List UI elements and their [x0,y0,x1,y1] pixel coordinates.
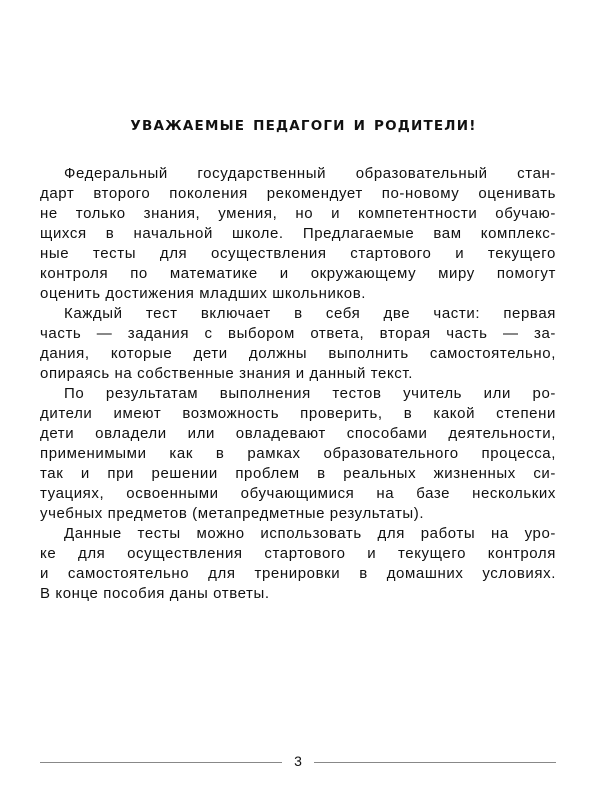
paragraph-1-line: оценить достижения младших школьников. [40,285,367,302]
paragraph-2-line: часть — задания с выбором ответа, вторая часть — за- [40,325,556,342]
paragraph-2-line: опираясь на собственные знания и данный текст. [40,365,413,382]
paragraph-4-line: ке для осуществления стартового и текущего контроля [40,545,556,562]
paragraph-3-line: дети овладели или овладевают способами деятельности, [40,425,556,442]
paragraph-1-line: контроля по математике и окружающему миру помогут [40,265,556,282]
page-number: 3 [294,753,302,769]
paragraph-2-line: дания, которые дети должны выполнить самостоятельно, [40,345,556,362]
paragraph-1-line: не только знания, умения, но и компетентности обучаю- [40,205,556,222]
paragraph-4-line: В конце пособия даны ответы. [40,585,270,602]
paragraph-3-line: так и при решении проблем в реальных жизненных си- [40,465,556,482]
paragraph-1-line: щихся в начальной школе. Предлагаемые вам комплекс- [40,225,556,242]
page-heading: УВАЖАЕМЫЕ ПЕДАГОГИ И РОДИТЕЛИ! [130,118,477,134]
body-text [40,164,556,604]
page-footer [40,752,556,772]
paragraph-4-line: и самостоятельно для тренировки в домашних условиях. [40,565,556,582]
paragraph-3-line: туациях, освоенными обучающимися на базе нескольких [40,485,556,502]
paragraph-3-line: По результатам выполнения тестов учитель или ро- [64,385,556,402]
paragraph-1-line: Федеральный государственный образовательный стан- [64,165,556,182]
paragraph-2-line: Каждый тест включает в себя две части: первая [64,305,556,322]
paragraph-1-line: дарт второго поколения рекомендует по-новому оценивать [40,185,556,202]
paragraph-3-line: применимыми как в рамках образовательного процесса, [40,445,556,462]
paragraph-1-line: ные тесты для осуществления стартового и текущего [40,245,556,262]
paragraph-3-line: учебных предметов (метапредметные результаты). [40,505,425,522]
paragraph-3-line: дители имеют возможность проверить, в какой степени [40,405,556,422]
paragraph-4-line: Данные тесты можно использовать для работы на уро- [64,525,556,542]
footer-divider-right [314,762,556,763]
